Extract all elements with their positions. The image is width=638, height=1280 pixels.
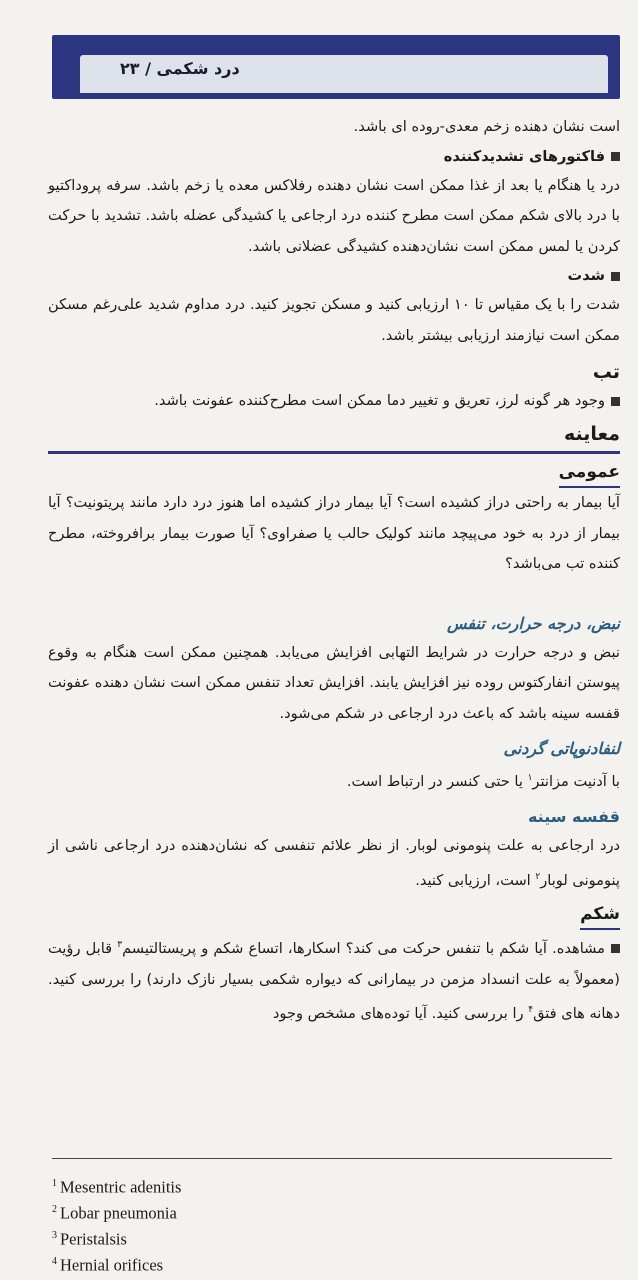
- bullet-heading: فاکتورهای تشدیدکننده: [443, 147, 605, 165]
- paragraph-abdomen: [48, 930, 620, 1029]
- spacer: [48, 580, 620, 604]
- paragraph-lymphadenopathy: [48, 763, 620, 797]
- paragraph-chest: [48, 831, 620, 896]
- heading-general: عمومی: [559, 458, 620, 488]
- square-bullet-icon: [611, 944, 620, 953]
- bullet-text: وجود هر گونه لرز، تعریق و تغییر دما ممکن است مطرح‌کننده عفونت باشد.: [154, 392, 605, 409]
- bullet-fever: [48, 387, 620, 415]
- bullet-aggravating: [48, 143, 620, 171]
- footnote-text: Lobar pneumonia: [60, 1203, 177, 1223]
- square-bullet-icon: [611, 397, 620, 406]
- heading-fever: تب: [592, 361, 620, 383]
- paragraph-aggravating: درد یا هنگام یا بعد از غذا ممکن است نشان دهنده رفلاکس معده یا زخم باشد. سرفه پروداکتیو با درد بالای شکم ممکن است مطرح کننده درد ارجاعی یا کشیدگی عضله باشد. تشدید با حرکت کردن یا لمس ممکن است نشان‌دهنده کشیدگی عضلانی باشد.: [48, 176, 620, 255]
- text-span: درد ارجاعی به علت پنومونی لوبار. از نظر علائم تنفسی که نشان‌دهنده درد ارجاعی ناشی از پنومونی لوبار: [48, 837, 620, 889]
- text-span: قابل رؤیت (معمولاً به علت انسداد مزمن در بیمارانی که دیواره شکمی بسیار نازک دارند) را بررسی کنید. دهانه های فتق: [48, 940, 620, 1022]
- running-head: درد شکمی / ۲۳: [120, 59, 240, 78]
- footnote-ref: ۳: [117, 940, 123, 951]
- footnote-number: 1: [52, 1178, 57, 1189]
- footnote-number: 2: [52, 1204, 57, 1215]
- paragraph-severity: شدت را با یک مقیاس تا ۱۰ ارزیابی کنید و مسکن تجویز کنید. درد مداوم شدید علی‌رغم مسکن ممکن است نیازمند ارزیابی بیشتر باشد.: [48, 296, 620, 344]
- footnote-number: 3: [52, 1230, 57, 1241]
- paragraph-general: آیا بیمار به راحتی دراز کشیده است؟ آیا بیمار دراز کشیده اما هنوز درد دارد مانند پریتونیت؟ آیا بیمار از درد به خود می‌پیچد مانند کولیک حالب یا صفراوی؟ آیا صورت بیمار برافروخته، مطرح کننده تب می‌باشد؟: [48, 494, 620, 572]
- footnote: [52, 1199, 612, 1225]
- text-span: مشاهده. آیا شکم با تنفس حرکت می کند؟ اسکارها، اتساع شکم و پریستالتیسم: [122, 940, 605, 958]
- text-span: یا حتی کنسر در ارتباط است.: [346, 772, 528, 790]
- heading-lymphadenopathy: لنفادنوپاتی گردنی: [503, 739, 620, 758]
- chapter-header-tab: [80, 55, 608, 93]
- square-bullet-icon: [611, 152, 620, 161]
- bullet-heading: شدت: [567, 267, 605, 284]
- footnote-text: Hernial orifices: [60, 1255, 164, 1275]
- heading-vitals: نبض، درجه حرارت، تنفس: [447, 613, 620, 633]
- footnote: [52, 1251, 612, 1277]
- paragraph-continuation: است نشان دهنده زخم معدی-روده ای باشد.: [353, 118, 620, 135]
- chapter-header-band: [52, 35, 620, 99]
- footnote-ref: ۱: [527, 773, 533, 783]
- footnote-text: Peristalsis: [60, 1229, 127, 1249]
- footnote: [52, 1225, 612, 1251]
- text-span: را بررسی کنید. آیا توده‌های مشخص وجود: [272, 1004, 529, 1022]
- square-bullet-icon: [611, 272, 620, 281]
- heading-chest: قفسه سینه: [527, 807, 620, 827]
- heading-examination: معاینه: [48, 419, 620, 454]
- heading-abdomen: شکم: [580, 900, 620, 930]
- footnotes: [52, 1158, 612, 1277]
- text-span: است، ارزیابی کنید.: [415, 871, 536, 889]
- footnote-ref: ۲: [535, 871, 541, 882]
- paragraph-vitals: نبض و درجه حرارت در شرایط التهابی افزایش می‌یابد. همچنین ممکن است هنگام به وقوع پیوستن انفارکتوس روده نیز افزایش یابند. افزایش تعداد تنفس ممکن است نشان دهنده عفونت قفسه سینه باشد که باعث درد ارجاعی در شکم می‌شود.: [48, 643, 620, 722]
- footnote-text: Mesentric adenitis: [60, 1177, 182, 1197]
- text-span: با آدنیت مزانتر: [532, 772, 620, 790]
- footnote: [52, 1173, 612, 1199]
- footnote-number: 4: [52, 1256, 57, 1267]
- footnote-ref: ۴: [528, 1005, 534, 1016]
- main-text: [48, 112, 620, 1029]
- bullet-severity: [48, 262, 620, 290]
